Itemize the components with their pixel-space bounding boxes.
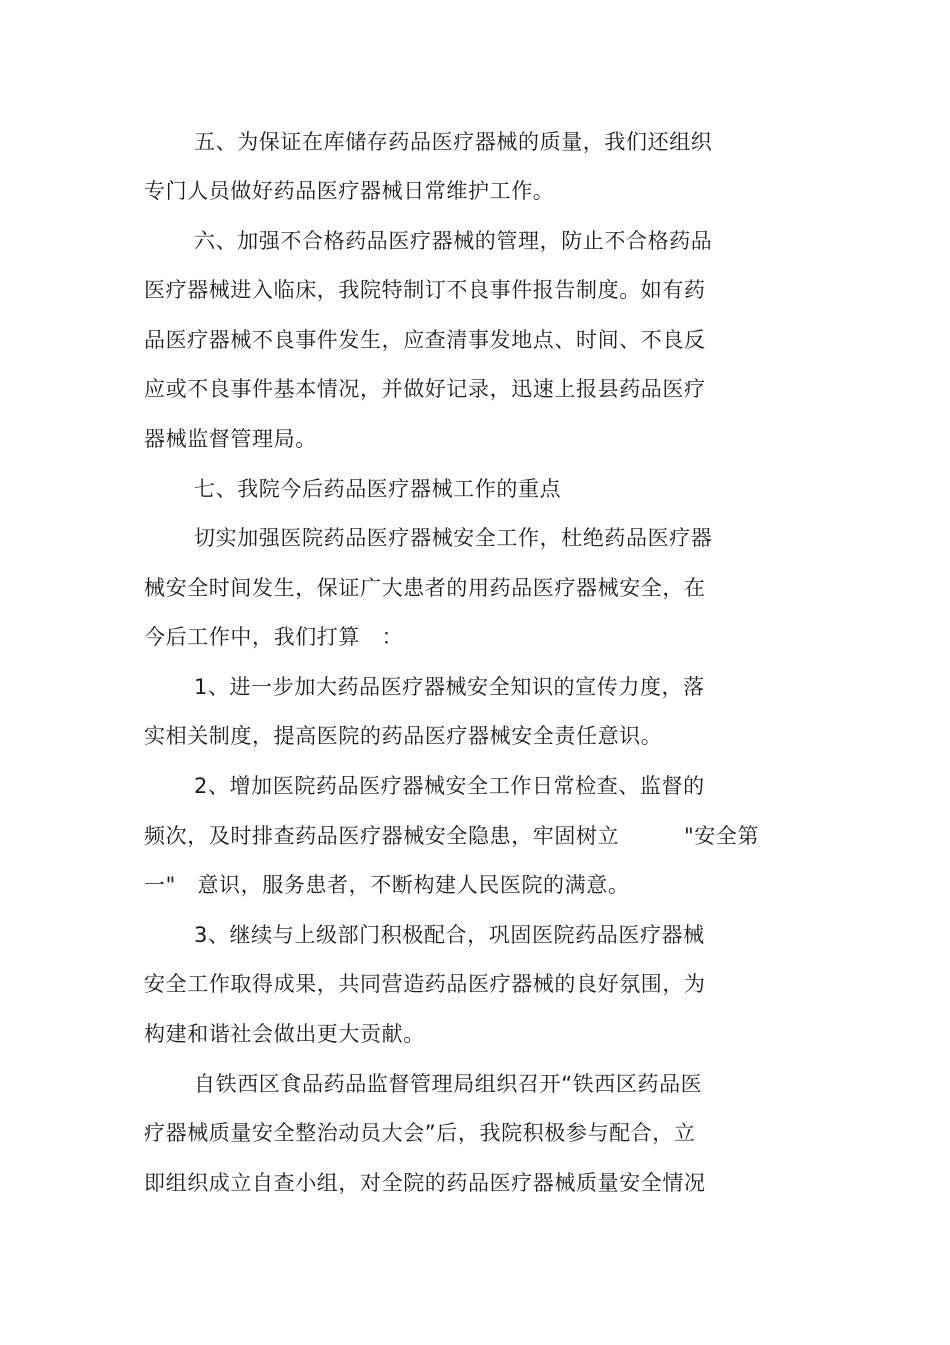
paragraph-line: 品医疗器械不良事件发生，应查清事发地点、时间、不良反 (144, 328, 706, 352)
section-heading: 七、我院今后药品医疗器械工作的重点 (194, 477, 562, 501)
list-item-line: 构建和谐社会做出更大贡献。 (144, 1022, 425, 1046)
paragraph-line: 即组织成立自查小组，对全院的药品医疗器械质量安全情况 (144, 1171, 706, 1195)
list-item-line: 实相关制度，提高医院的药品医疗器械安全责任意识。 (144, 724, 663, 748)
paragraph-line: 切实加强医院药品医疗器械安全工作，杜绝药品医疗器 (194, 526, 713, 550)
paragraph-line: 器械监督管理局。 (144, 427, 317, 451)
paragraph-line: 今后工作中，我们打算 ： (144, 625, 404, 649)
list-item-line: 3、继续与上级部门积极配合，巩固医院药品医疗器械 (194, 923, 705, 947)
paragraph-line: 五、为保证在库储存药品医疗器械的质量，我们还组织 (194, 130, 713, 154)
list-item-line: 2、增加医院药品医疗器械安全工作日常检查、监督的 (194, 774, 705, 798)
paragraph-line: 疗器械质量安全整治动员大会”后，我院积极参与配合，立 (144, 1121, 696, 1145)
paragraph-line: 应或不良事件基本情况，并做好记录，迅速上报县药品医疗 (144, 377, 706, 401)
list-item-line: 安全工作取得成果，共同营造药品医疗器械的良好氛围，为 (144, 972, 706, 996)
list-item-line: 1、进一步加大药品医疗器械安全知识的宣传力度，落 (194, 675, 705, 699)
paragraph-line: 械安全时间发生，保证广大患者的用药品医疗器械安全，在 (144, 576, 706, 600)
paragraph-line: 自铁西区食品药品监督管理局组织召开“铁西区药品医 (194, 1072, 703, 1096)
paragraph-line: 六、加强不合格药品医疗器械的管理，防止不合格药品 (194, 229, 713, 253)
paragraph-line: 专门人员做好药品医疗器械日常维护工作。 (144, 179, 555, 203)
list-item-line: 一" 意识，服务患者，不断构建人民医院的满意。 (144, 873, 630, 897)
paragraph-line: 医疗器械进入临床，我院特制订不良事件报告制度。如有药 (144, 278, 706, 302)
list-item-line: 频次，及时排查药品医疗器械安全隐患，牢固树立 "安全第 (144, 824, 760, 848)
